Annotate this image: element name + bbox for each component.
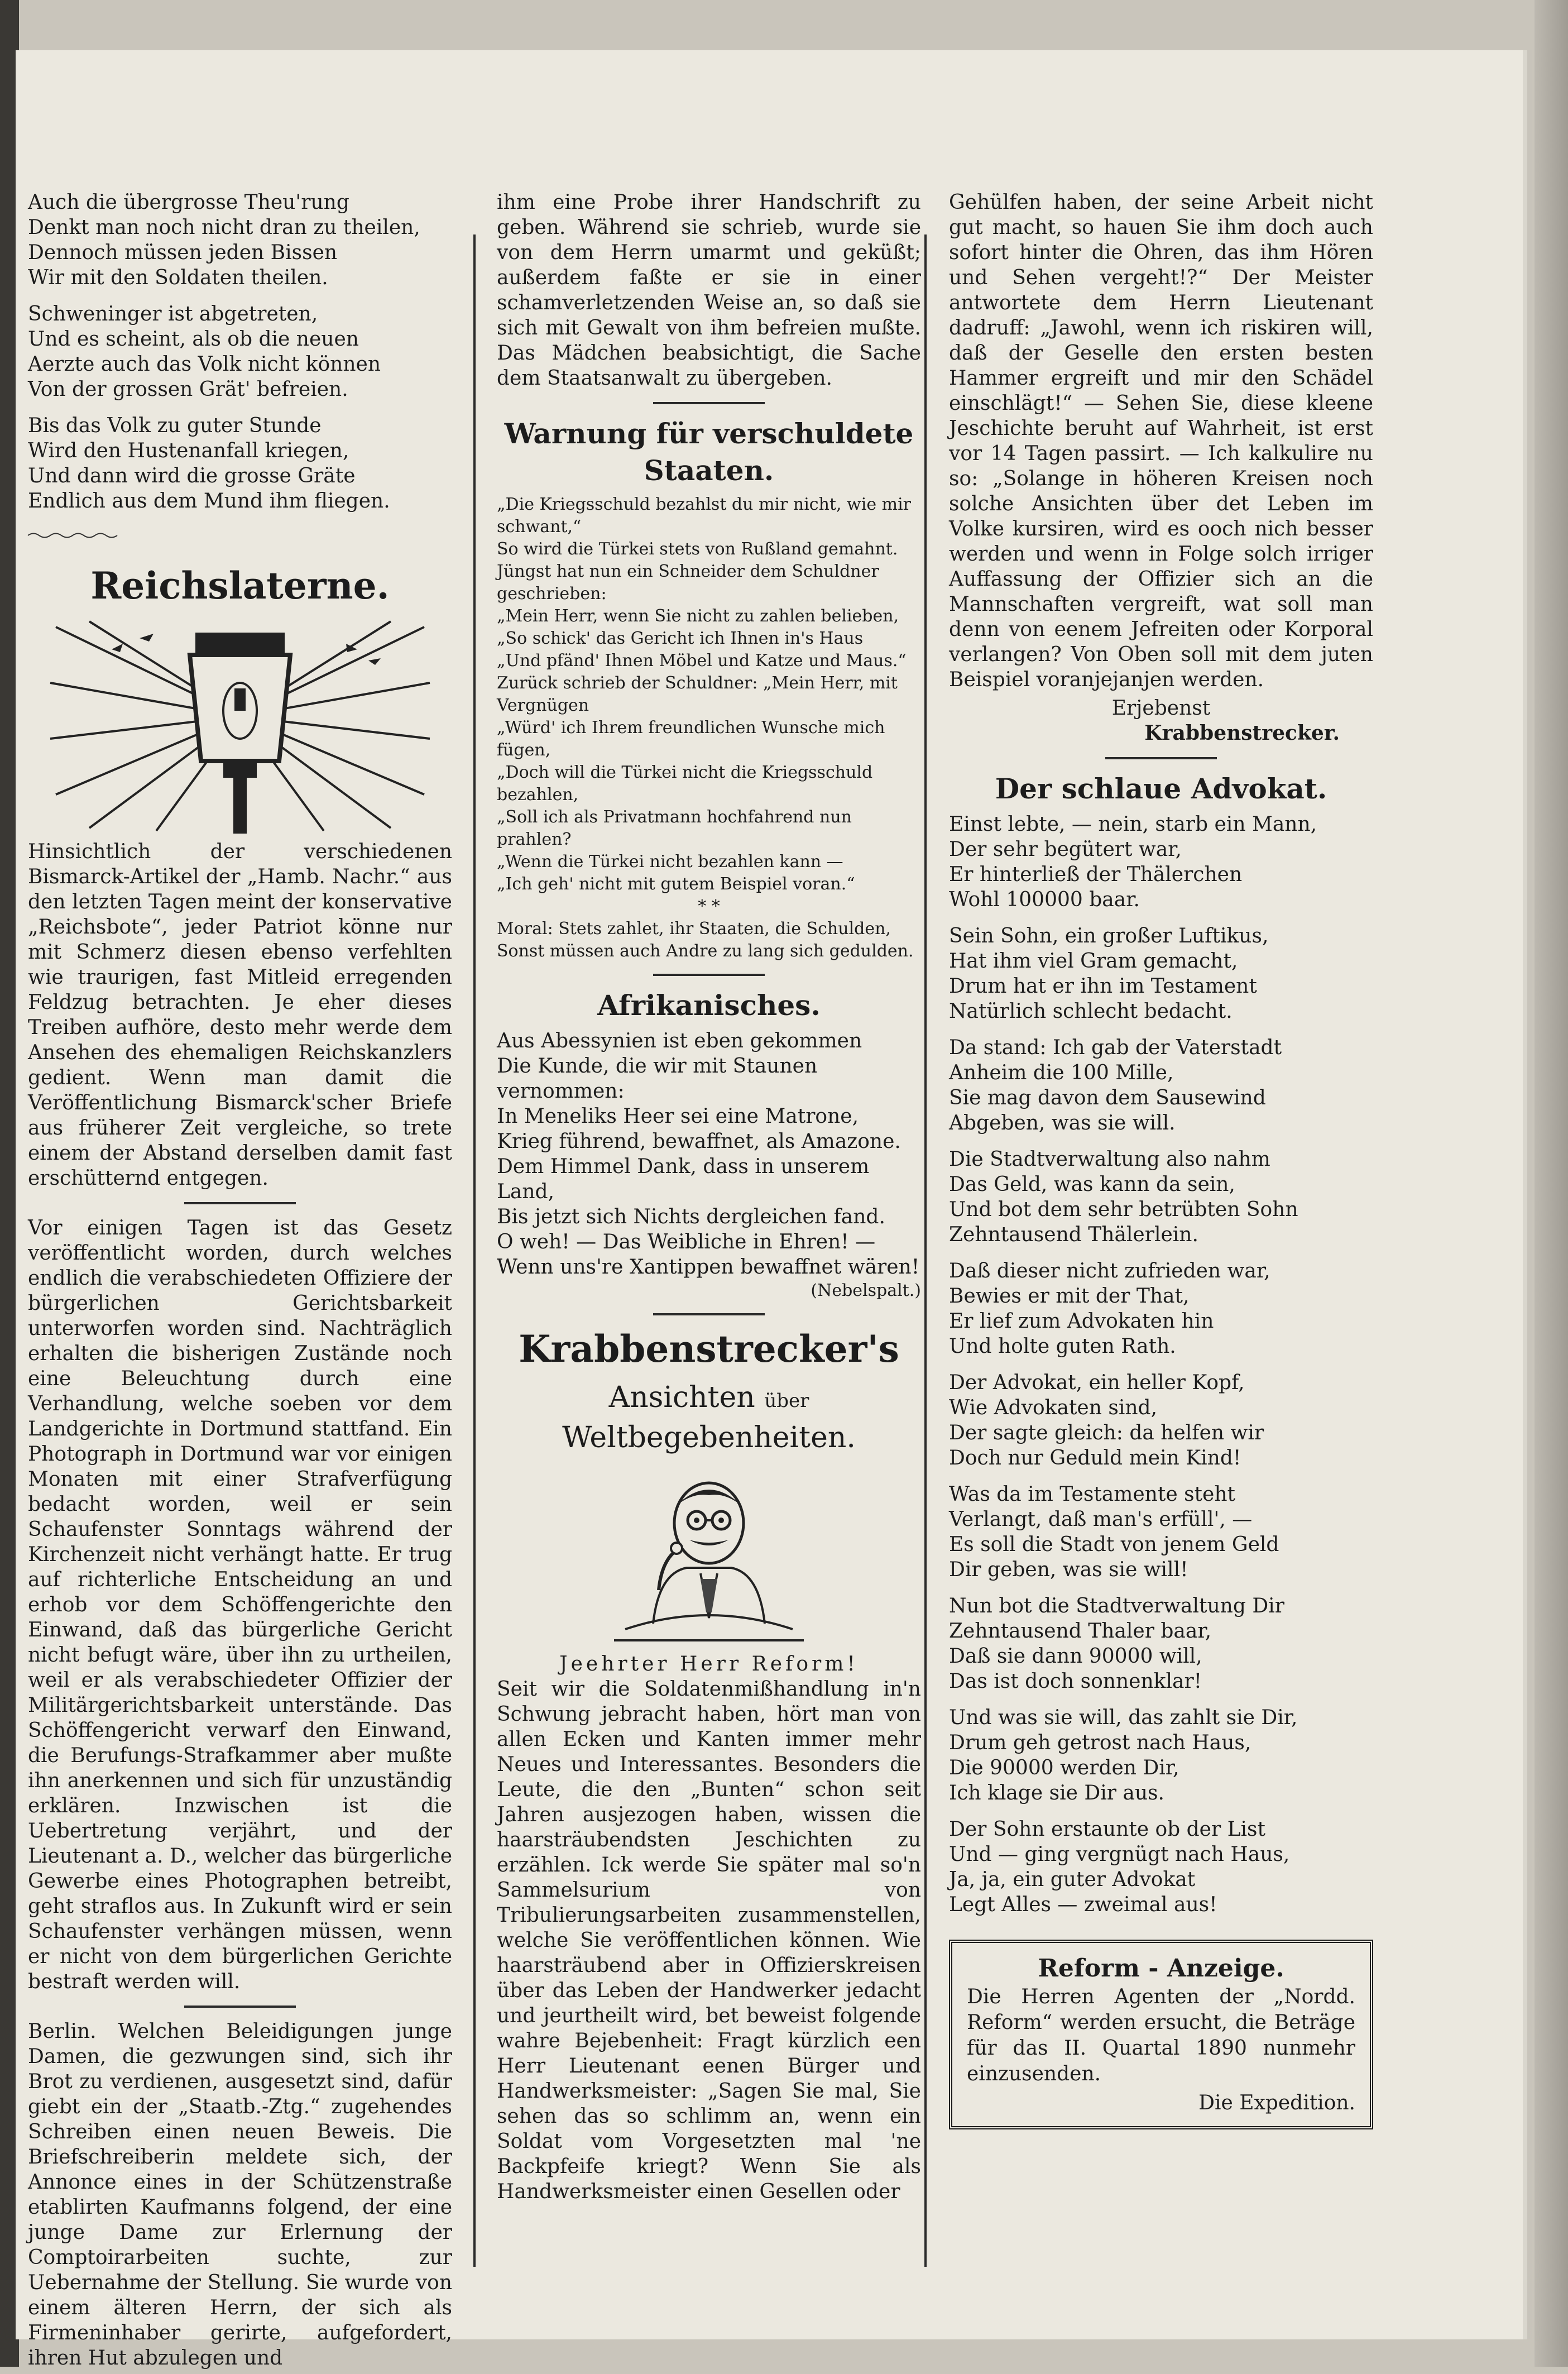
krabbenstrecker-portrait-illustration [592, 1462, 826, 1646]
column-rule-2 [924, 234, 927, 2267]
verse-3: Bis das Volk zu guter Stunde Wird den Hustenanfall kriegen, Und dann wird die grosse Gräte Endlich aus dem Mund ihm fliegen. [28, 414, 390, 513]
article-officers: Vor einigen Tagen ist das Gesetz veröffentlicht worden, durch welches endlich die verabschiedeten Offiziere der bürgerlichen Gerichtsbarkeit unterworfen worden sind. Nachträglich erhalten die bisherigen Zustände noch eine Beleuchtung durch eine Verhandlung, welche soeben vor dem Landgerichte in Dortmund stattfand. Ein Photograph in Dortmund war vor einigen Monaten mit einer Strafverfügung bedacht worden, weil er sein Schaufenster Sonntags während der Kirchenzeit nicht verhängt hatte. Er trug auf richterliche Entscheidung an und erhob vor dem Schöffengerichte den Einwand, daß das bürgerliche Gericht nicht befugt wäre, über ihn zu urtheilen, weil er als verabschiedeter Offizier der Militärgerichtsbarkeit unterstände. Das Schöffengericht verwarf den Einwand, die Berufungs-Strafkammer aber mußte ihn anerkennen und sich für unzuständig erklären. Inzwischen ist die Uebertretung verjährt, und der Lieutenant a. D., welcher das bürgerliche Gewerbe eines Photographen betreibt, geht straflos aus. In Zukunft wird er sein Schaufenster verhängen müssen, wenn er nicht von dem bürgerlichen Gerichte bestraft werden will. [28, 1217, 452, 1993]
advokat-verse-9: Und was sie will, das zahlt sie Dir, Drum geh getrost nach Haus, Die 90000 werden Dir, Ich klage sie Dir aus. [949, 1706, 1298, 1805]
column-2 [497, 190, 921, 2208]
advokat-verse-4: Die Stadtverwaltung also nahm Das Geld, was kann da sein, Und bot dem sehr betrübten Sohn Zehntausend Thälerlein. [949, 1148, 1298, 1246]
verse-1: Auch die übergrosse Theu'rung Denkt man noch nicht dran zu theilen, Dennoch müssen jeden Bissen Wir mit den Soldaten theilen. [28, 191, 420, 289]
poem-line: „Wenn die Türkei nicht bezahlen kann — [497, 852, 843, 872]
poem-line: Bis jetzt sich Nichts dergleichen fand. [497, 1205, 885, 1228]
column-rule-1 [473, 234, 476, 2267]
heading-warnung: Warnung für verschuldete Staaten. [504, 417, 914, 487]
divider [653, 402, 765, 404]
closing: Erjebenst [1111, 697, 1211, 720]
subheading-word: über [764, 1390, 809, 1412]
verse-2: Schweninger ist abgetreten, Und es scheint, als ob die neuen Aerzte auch das Volk nicht können Von der grossen Grät' befreien. [28, 303, 381, 401]
advokat-verse-6: Der Advokat, ein heller Kopf, Wie Advokaten sind, Der sagte gleich: da helfen wir Doch nur Geduld mein Kind! [949, 1371, 1264, 1470]
advokat-verse-3: Da stand: Ich gab der Vaterstadt Anheim die 100 Mille, Sie mag davon dem Sausewind Abgeben, was sie will. [949, 1036, 1282, 1135]
poem-warnung [497, 494, 921, 963]
poem-line: Krieg führend, bewaffnet, als Amazone. [497, 1130, 901, 1153]
poem-line: Wenn uns're Xantippen bewaffnet wären! [497, 1256, 920, 1279]
poem-line: „Mein Herr, wenn Sie nicht zu zahlen belieben, [497, 606, 899, 626]
poem-line: Jüngst hat nun ein Schneider dem Schuldner geschrieben: [497, 562, 879, 604]
newspaper-page [16, 50, 1523, 2370]
poem-line: „So schick' das Gericht ich Ihnen in's Haus [497, 629, 864, 648]
poem-line: O weh! — Das Weibliche in Ehren! — [497, 1231, 876, 1253]
notice-sign: Die Expedition. [1198, 2091, 1355, 2114]
advokat-verse-1: Einst lebte, — nein, starb ein Mann, Der sehr begütert war, Er hinterließ der Thälerchen Wohl 100000 baar. [949, 813, 1317, 911]
poem-line: „Würd' ich Ihrem freundlichen Wunsche mich fügen, [497, 718, 885, 760]
wavy-divider [28, 532, 117, 539]
advokat-verse-2: Sein Sohn, ein großer Luftikus, Hat ihm viel Gram gemacht, Drum hat er ihn im Testament Natürlich schlecht bedacht. [949, 925, 1269, 1023]
advokat-verse-10: Der Sohn erstaunte ob der List Und — ging vergnügt nach Haus, Ja, ja, ein guter Advokat Legt Alles — zweimal aus! [949, 1818, 1290, 1916]
poem-source: (Nebelspalt.) [811, 1281, 921, 1300]
advokat-verse-5: Daß dieser nicht zufrieden war, Bewies er mit der That, Er lief zum Advokaten hin Und holte guten Rath. [949, 1260, 1270, 1358]
poem-line: „Doch will die Türkei nicht die Kriegsschuld bezahlen, [497, 763, 873, 805]
page-stack-edge [1535, 0, 1568, 2367]
subheading-ansichten [497, 1379, 921, 1456]
article-krabbenstrecker-continued: Gehülfen haben, der seine Arbeit nicht gut macht, so hauen Sie ihm doch auch sofort hinter die Ohren, das ihm Hören und Sehen vergeht!?“ Der Meister antwortete dem Herrn Lieutenant dadruff: „Jawohl, wenn ich riskiren will, daß der Geselle den ersten besten Hammer ergreift und mir den Schädel einschlägt!“ — Sehen Sie, diese kleene Jeschichte beruht auf Wahrheit, ist erst vor 14 Tagen passirt. — Ich kalkulire nu so: „Solange in höheren Kreisen noch solche Ansichten über det Leben im Volke kursiren, wird es ooch nich besser werden und wenn in Folge solch irriger Auffassung der Offizier sich an die Mannschaften vergreift, wat soll man denn von eenem Jefreiten oder Korporal verlangen? Von Oben soll mit dem juten Beispiel voranjejanjen werden. [949, 191, 1373, 691]
poem-line: So wird die Türkei stets von Rußland gemahnt. [497, 539, 898, 559]
column-1 [28, 190, 452, 2374]
notice-body: Die Herren Agenten der „Nordd. Reform“ werden ersucht, die Beträge für das II. Quartal 1890 nunmehr einzusenden. [967, 1985, 1355, 2085]
poem-line: „Ich geh' nicht mit gutem Beispiel voran.“ [497, 874, 855, 894]
heading-advokat: Der schlaue Advokat. [995, 772, 1327, 805]
divider [653, 1313, 765, 1315]
divider [184, 2006, 296, 2008]
poem-line: „Soll ich als Privatmann hochfahrend nun prahlen? [497, 807, 852, 849]
street-lantern-illustration [45, 616, 435, 834]
poem-line: Die Kunde, die wir mit Staunen vernommen: [497, 1055, 818, 1103]
poem-line: „Die Kriegsschuld bezahlst du mir nicht, wie mir schwant,“ [497, 495, 912, 537]
poem-afrikanisches [497, 1028, 921, 1302]
divider [1105, 757, 1217, 759]
column-3 [949, 190, 1373, 2129]
divider [653, 974, 765, 976]
article-berlin-continued: ihm eine Probe ihrer Handschrift zu geben. Während sie schrieb, wurde sie von dem Herrn umarmt und geküßt; außerdem faßte er sie in einer schamverletzenden Weise an, so daß sie sich mit Gewalt von ihm befreien mußte. Das Mädchen beabsichtigt, die Sache dem Staatsanwalt zu übergeben. [497, 191, 921, 390]
divider [184, 1202, 296, 1204]
poem-asterisks: * * [698, 897, 720, 916]
article-berlin: Berlin. Welchen Beleidigungen junge Damen, die gezwungen sind, sich ihr Brot zu verdienen, ausgesetzt sind, dafür giebt ein der „Staatb.-Ztg.“ zugehendes Schreiben einen neuen Beweis. Die Briefschreiberin meldete sich, der Annonce eines in der Schützenstraße etablirten Kaufmanns folgend, der eine junge Dame zur Erlernung der Comptoirarbeiten suchte, zur Uebernahme der Stellung. Sie wurde von einem älteren Herrn, der sich als Firmeninhaber gerirte, aufgefordert, ihren Hut abzulegen und [28, 2020, 452, 2370]
signature: Krabbenstrecker. [1144, 721, 1340, 745]
advokat-verse-7: Was da im Testamente steht Verlangt, daß man's erfüll', — Es soll die Stadt von jenem Geld Dir geben, was sie will! [949, 1483, 1279, 1581]
article-bismarck: Hinsichtlich der verschiedenen Bismarck-Artikel der „Hamb. Nachr.“ aus den letzten Tagen meint der konservative „Reichsbote“, jeder Patriot könne nur mit Schmerz diesen ebenso verfehlten wie traurigen, fast Mitleid erregenden Feldzug betrachten. Je eher dieses Treiben aufhöre, desto mehr werde dem Ansehen des ehemaligen Reichskanzlers gedient. Wenn man damit die Veröffentlichung Bismarck'scher Briefe aus früherer Zeit vergleiche, so trete einem der Abstand derselben damit fast erschütternd entgegen. [28, 840, 452, 1190]
poem-line: „Und pfänd' Ihnen Möbel und Katze und Maus.“ [497, 651, 907, 671]
subheading-word: Weltbegebenheiten. [562, 1421, 856, 1454]
heading-reichslaterne: Reichslaterne. [90, 564, 390, 607]
poem-line: Moral: Stets zahlet, ihr Staaten, die Schulden, [497, 919, 891, 939]
poem-line: In Meneliks Heer sei eine Matrone, [497, 1105, 859, 1128]
poem-line: Sonst müssen auch Andre zu lang sich gedulden. [497, 941, 914, 961]
notice-title: Reform - Anzeige. [1038, 1954, 1284, 1983]
advokat-verse-8: Nun bot die Stadtverwaltung Dir Zehntausend Thaler baar, Daß sie dann 90000 will, Das ist doch sonnenklar! [949, 1595, 1284, 1693]
reform-notice-box [949, 1940, 1373, 2129]
poem-line: Zurück schrieb der Schuldner: „Mein Herr, mit Vergnügen [497, 673, 898, 715]
poem-line: Aus Abessynien ist eben gekommen [497, 1030, 862, 1052]
salutation: Jeehrter Herr Reform! [559, 1653, 859, 1676]
subheading-word: Ansichten [608, 1381, 755, 1414]
heading-afrikanisches: Afrikanisches. [597, 989, 821, 1022]
poem-line: Dem Himmel Dank, dass in unserem Land, [497, 1155, 870, 1203]
article-krabbenstrecker: Seit wir die Soldatenmißhandlung in'n Schwung jebracht haben, hört man von allen Ecken und Kanten immer mehr Neues und Interessantes. Besonders die Leute, die den „Bunten“ schon seit Jahren ausjezogen haben, wissen die haarsträubendsten Jeschichten zu erzählen. Ick werde Sie später mal so'n Sammelsurium von Tribulierungsarbeiten zusammenstellen, welche Sie veröffentlichen können. Wie haarsträubend aber in Offizierskreisen über das Leben der Handwerker jedacht und jeurtheilt wird, bet beweist folgende wahre Bejebenheit: Fragt kürzlich een Herr Lieutenant eenen Bürger und Handwerksmeister: „Sagen Sie mal, Sie sehen das so schlimm an, wenn ein Soldat vom Vorgesetzten mal 'ne Backpfeife kriegt? Wenn Sie als Handwerksmeister einen Gesellen oder [497, 1678, 921, 2203]
heading-krabbenstrecker: Krabbenstrecker's [519, 1327, 899, 1371]
